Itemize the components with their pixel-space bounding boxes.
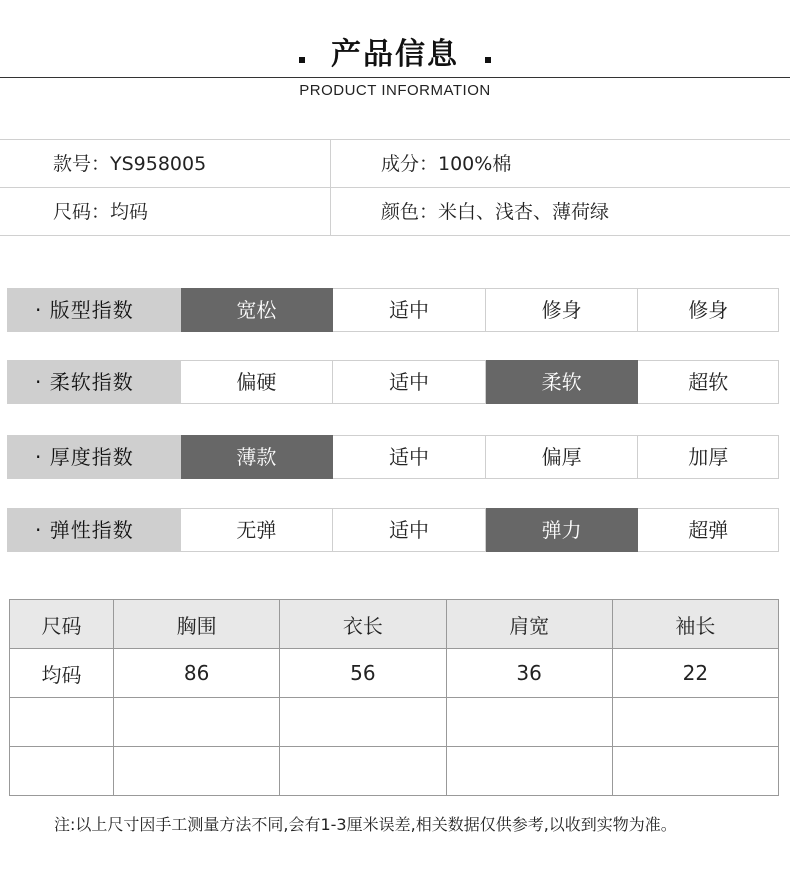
table-cell <box>114 747 280 796</box>
index-option: 适中 <box>333 435 486 479</box>
measurement-note: 注:以上尺寸因手工测量方法不同,会有1-3厘米误差,相关数据仅供参考,以收到实物为准。 <box>54 815 677 834</box>
table-cell <box>280 698 446 747</box>
info-size: 尺码：均码 <box>53 201 149 223</box>
table-cell: 36 <box>446 649 612 698</box>
index-thickness <box>7 435 779 479</box>
index-option: 柔软 <box>486 360 639 404</box>
index-option: 偏厚 <box>486 435 639 479</box>
table-header: 肩宽 <box>446 600 612 649</box>
table-cell <box>612 747 778 796</box>
title-divider <box>0 77 790 78</box>
index-option: 修身 <box>638 288 779 332</box>
info-colors: 颜色：米白、浅杏、薄荷绿 <box>330 188 790 235</box>
table-cell <box>114 698 280 747</box>
index-fit <box>7 288 779 332</box>
index-label: · 弹性指数 <box>7 508 181 552</box>
index-option: 宽松 <box>181 288 334 332</box>
index-option: 适中 <box>333 288 486 332</box>
info-style-number: 款号：YS958005 <box>53 153 207 175</box>
index-option: 适中 <box>333 360 486 404</box>
info-row <box>0 140 790 188</box>
index-option: 超软 <box>638 360 779 404</box>
index-elasticity <box>7 508 779 552</box>
table-header: 袖长 <box>612 600 778 649</box>
size-table <box>9 599 779 796</box>
table-cell <box>280 747 446 796</box>
index-option: 修身 <box>486 288 639 332</box>
index-option: 偏硬 <box>181 360 334 404</box>
index-option: 加厚 <box>638 435 779 479</box>
table-cell <box>10 747 114 796</box>
info-row <box>0 188 790 236</box>
table-header: 衣长 <box>280 600 446 649</box>
index-option: 弹力 <box>486 508 639 552</box>
page-title: 产品信息 <box>331 37 459 72</box>
index-option: 适中 <box>333 508 486 552</box>
table-row <box>10 747 779 796</box>
table-row <box>10 698 779 747</box>
table-cell <box>446 698 612 747</box>
info-material: 成分：100%棉 <box>330 140 790 187</box>
index-option: 无弹 <box>181 508 334 552</box>
table-cell: 56 <box>280 649 446 698</box>
table-header-row <box>10 600 779 649</box>
index-softness <box>7 360 779 404</box>
product-info-table <box>0 139 790 236</box>
index-label: · 厚度指数 <box>7 435 181 479</box>
title-bullet-right <box>485 57 491 63</box>
table-header: 胸围 <box>114 600 280 649</box>
title-block <box>0 30 790 80</box>
table-cell <box>10 698 114 747</box>
index-option: 超弹 <box>638 508 779 552</box>
index-label: · 版型指数 <box>7 288 181 332</box>
table-cell: 86 <box>114 649 280 698</box>
title-bullet-left <box>299 57 305 63</box>
index-option: 薄款 <box>181 435 334 479</box>
table-row <box>10 649 779 698</box>
page-subtitle: PRODUCT INFORMATION <box>299 82 491 99</box>
table-cell <box>612 698 778 747</box>
index-label: · 柔软指数 <box>7 360 181 404</box>
table-header: 尺码 <box>10 600 114 649</box>
table-cell: 均码 <box>10 649 114 698</box>
table-cell: 22 <box>612 649 778 698</box>
table-cell <box>446 747 612 796</box>
